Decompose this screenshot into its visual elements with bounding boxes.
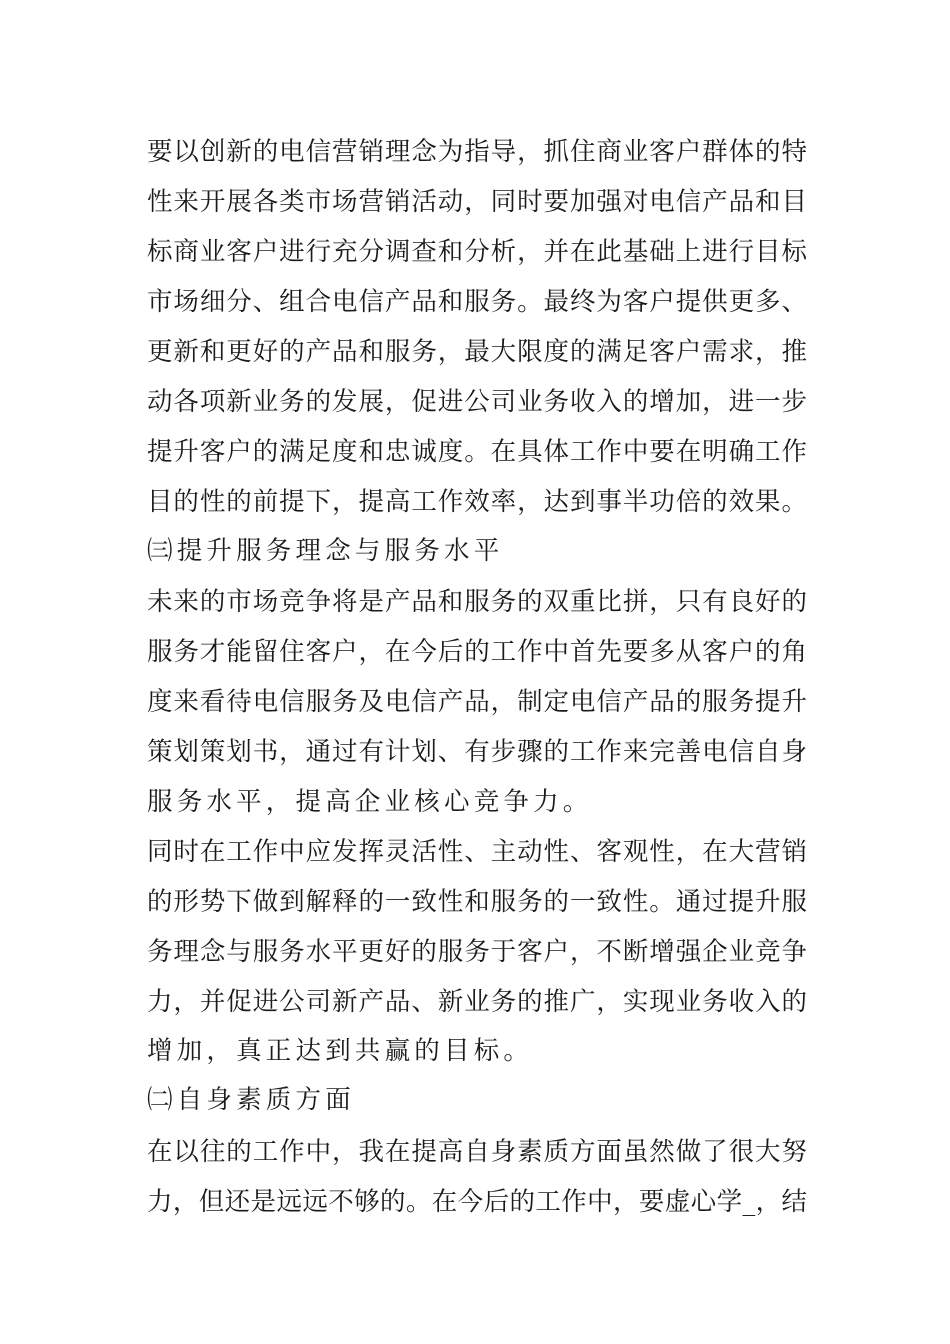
paragraph-line: 提升客户的满足度和忠诚度。在具体工作中要在明确工作: [147, 437, 807, 467]
paragraph-line: 同时在工作中应发挥灵活性、主动性、客观性，在大营销: [147, 837, 807, 867]
paragraph-line: 力，并促进公司新产品、新业务的推广，实现业务收入的: [147, 987, 807, 1017]
paragraph-line: 目的性的前提下，提高工作效率，达到事半功倍的效果。: [147, 487, 807, 517]
paragraph-line: 增加，真正达到共赢的目标。: [147, 1036, 534, 1066]
paragraph-line: 更新和更好的产品和服务，最大限度的满足客户需求，推: [147, 337, 807, 367]
paragraph-line: 力，但还是远远不够的。在今后的工作中，要虚心学_，结: [147, 1187, 807, 1217]
paragraph-line: 动各项新业务的发展，促进公司业务收入的增加，进一步: [147, 387, 807, 417]
paragraph-line: 度来看待电信服务及电信产品，制定电信产品的服务提升: [147, 687, 807, 717]
section-heading: ㈡自身素质方面: [147, 1085, 355, 1115]
paragraph-line: 策划策划书，通过有计划、有步骤的工作来完善电信自身: [147, 737, 807, 767]
paragraph-line: 要以创新的电信营销理念为指导，抓住商业客户群体的特: [147, 137, 807, 167]
section-heading: ㈢提升服务理念与服务水平: [147, 536, 504, 566]
paragraph-line: 性来开展各类市场营销活动，同时要加强对电信产品和目: [147, 187, 807, 217]
paragraph-line: 务理念与服务水平更好的服务于客户，不断增强企业竞争: [147, 937, 807, 967]
paragraph-line: 的形势下做到解释的一致性和服务的一致性。通过提升服: [147, 887, 807, 917]
paragraph-line: 未来的市场竞争将是产品和服务的双重比拼，只有良好的: [147, 587, 807, 617]
paragraph-line: 市场细分、组合电信产品和服务。最终为客户提供更多、: [147, 287, 807, 317]
paragraph-line: 服务才能留住客户，在今后的工作中首先要多从客户的角: [147, 637, 807, 667]
paragraph-line: 在以往的工作中，我在提高自身素质方面虽然做了很大努: [147, 1137, 807, 1167]
paragraph-line: 服务水平，提高企业核心竞争力。: [147, 787, 593, 817]
paragraph-line: 标商业客户进行充分调查和分析，并在此基础上进行目标: [147, 237, 807, 267]
